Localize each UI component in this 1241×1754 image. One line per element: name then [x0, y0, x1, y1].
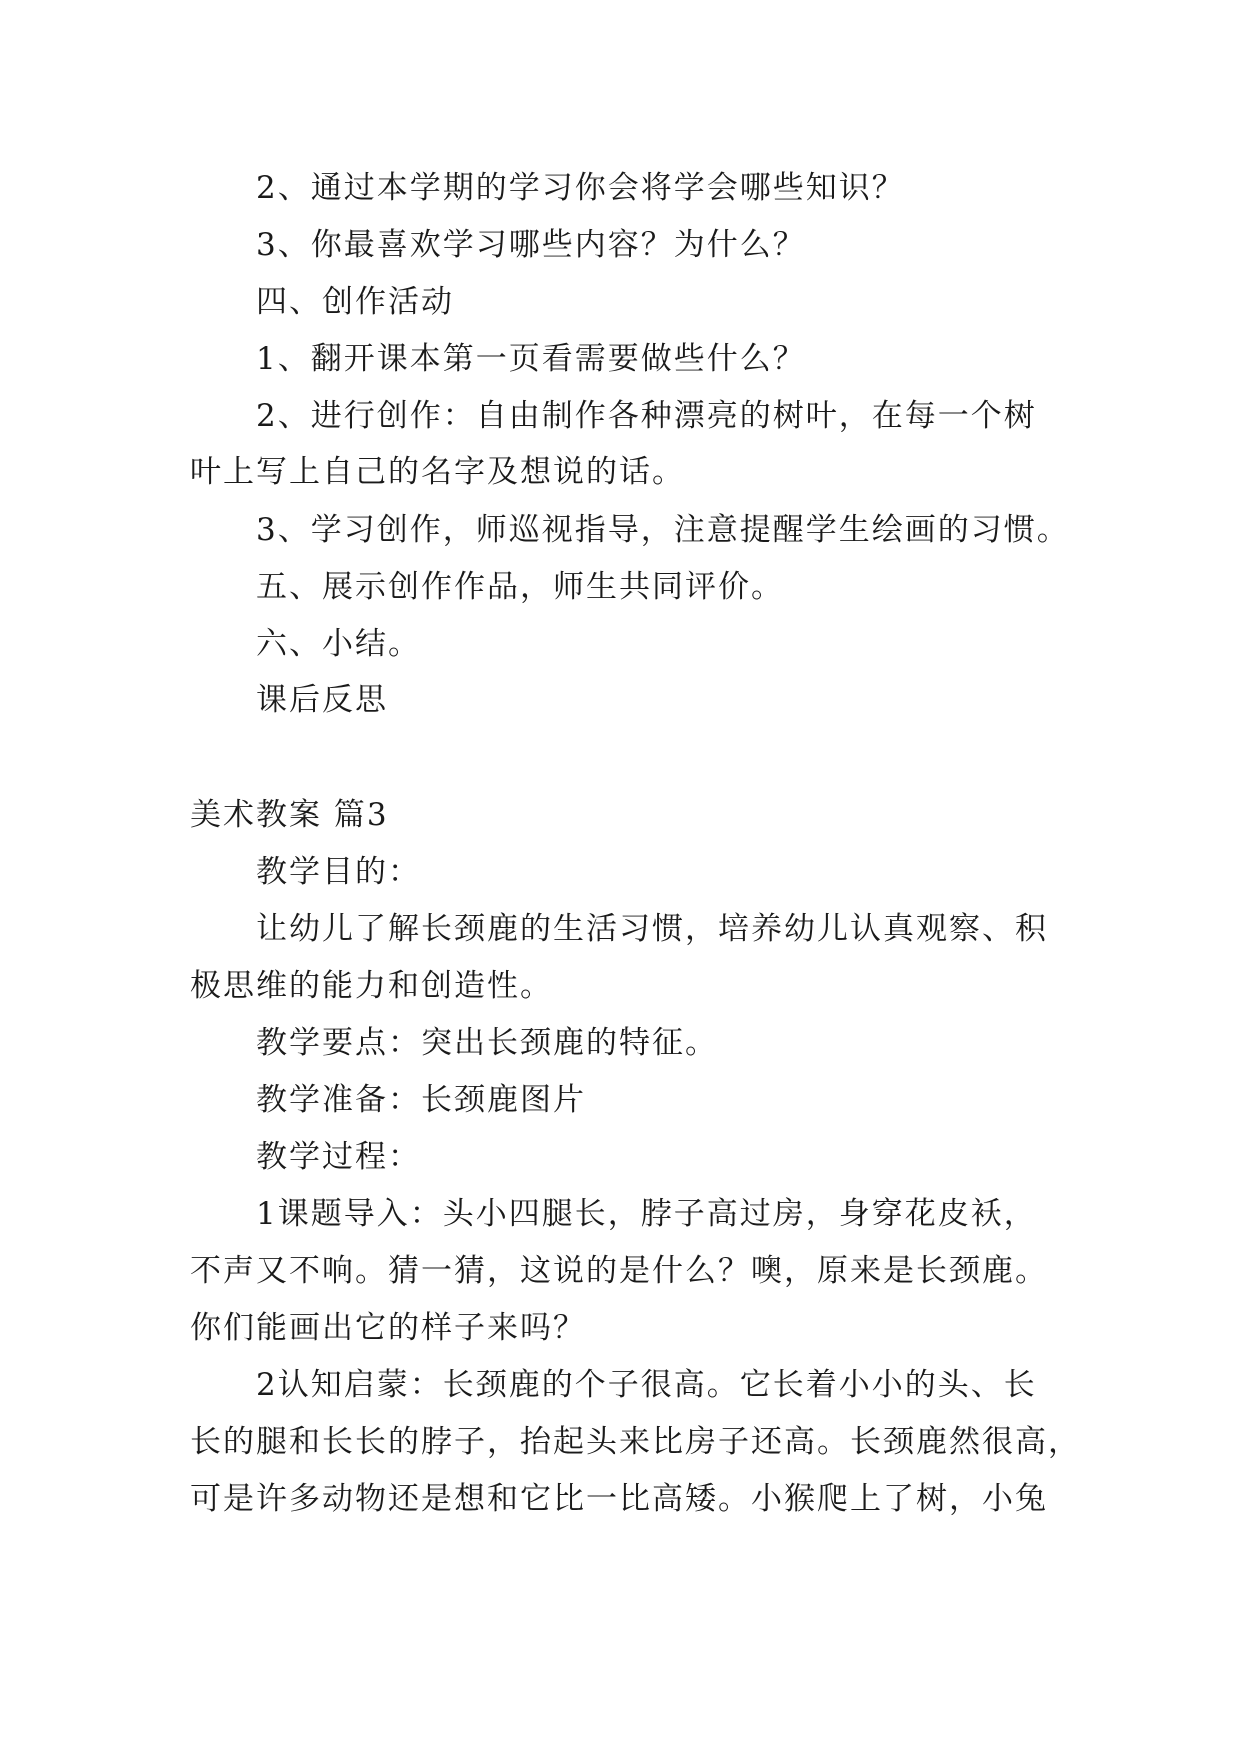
paragraph-line: 2、进行创作：自由制作各种漂亮的树叶，在每一个树 — [256, 398, 1037, 434]
section-heading: 四、创作活动 — [256, 284, 454, 320]
paragraph-line: 1课题导入：头小四腿长，脖子高过房，身穿花皮袄， — [256, 1196, 1037, 1232]
paragraph-line: 2认知启蒙：长颈鹿的个子很高。它长着小小的头、长 — [256, 1367, 1037, 1403]
paragraph-line: 长的腿和长长的脖子，抬起头来比房子还高。长颈鹿然很高， — [190, 1424, 1081, 1460]
paragraph-line: 3、你最喜欢学习哪些内容？为什么？ — [256, 227, 806, 263]
paragraph-line: 你们能画出它的样子来吗？ — [190, 1310, 586, 1346]
paragraph-line: 教学目的： — [256, 854, 421, 890]
paragraph-line: 六、小结。 — [256, 626, 421, 662]
paragraph-line: 可是许多动物还是想和它比一比高矮。小猴爬上了树，小兔 — [190, 1481, 1048, 1517]
paragraph-line: 课后反思 — [256, 682, 388, 718]
paragraph-line: 3、学习创作，师巡视指导，注意提醒学生绘画的习惯。 — [256, 512, 1070, 548]
paragraph-line: 叶上写上自己的名字及想说的话。 — [190, 454, 685, 490]
paragraph-line: 五、展示创作作品，师生共同评价。 — [256, 569, 784, 605]
paragraph-line: 教学要点：突出长颈鹿的特征。 — [256, 1025, 718, 1061]
paragraph-line: 2、通过本学期的学习你会将学会哪些知识？ — [256, 170, 905, 206]
paragraph-line: 教学过程： — [256, 1139, 421, 1175]
paragraph-line: 1、翻开课本第一页看需要做些什么？ — [256, 341, 806, 377]
section-title: 美术教案 篇3 — [190, 797, 389, 833]
paragraph-line: 极思维的能力和创造性。 — [190, 968, 553, 1004]
paragraph-line: 让幼儿了解长颈鹿的生活习惯，培养幼儿认真观察、积 — [256, 911, 1048, 947]
paragraph-line: 教学准备：长颈鹿图片 — [256, 1082, 586, 1118]
paragraph-line: 不声又不响。猜一猜，这说的是什么？噢，原来是长颈鹿。 — [190, 1253, 1048, 1289]
